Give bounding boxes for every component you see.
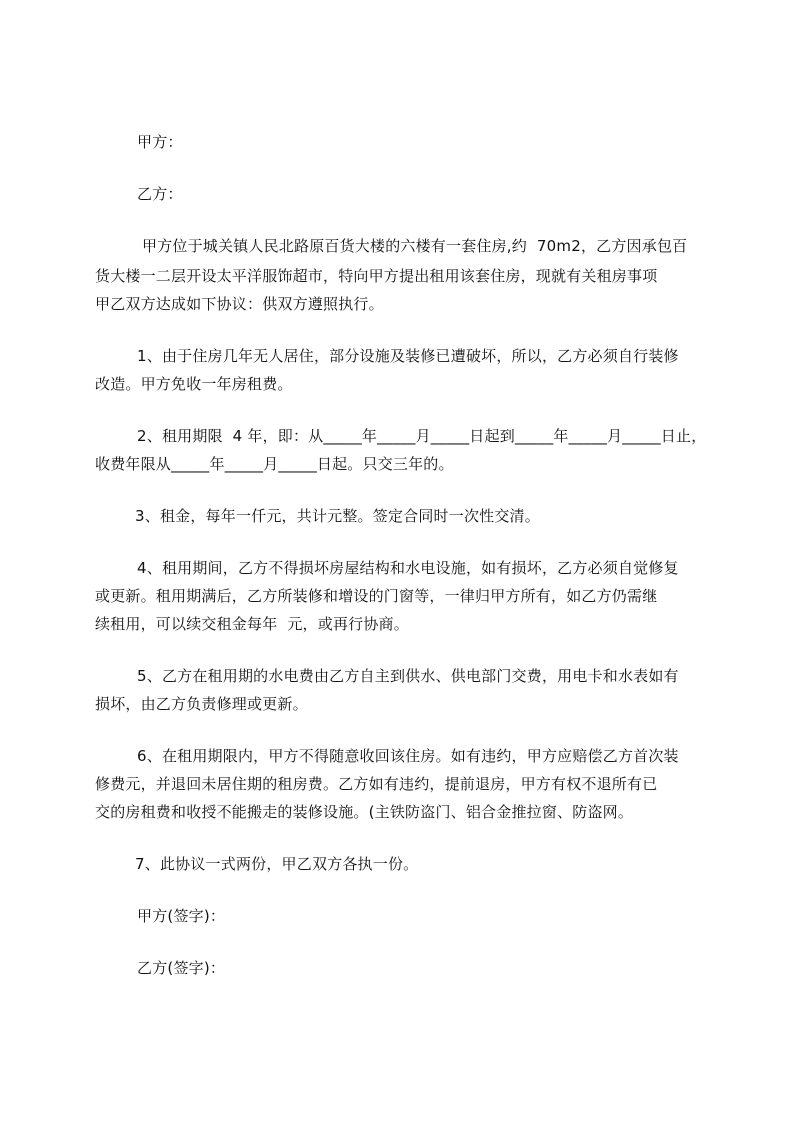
clause-line: 交的房租费和收授不能搬走的装修设施。(主铁防盗门、铝合金推拉窗、防盗网。 xyxy=(95,803,634,821)
party-b-signature-label: 乙方(签字)： xyxy=(137,959,226,977)
party-b-label: 乙方： xyxy=(137,185,183,203)
clause-line: 1、由于住房几年无人居住，部分设施及装修已遭破坏，所以，乙方必须自行装修 xyxy=(137,347,679,365)
clause-line: 4、租用期间，乙方不得损坏房屋结构和水电设施，如有损坏，乙方必须自觉修复 xyxy=(137,559,679,577)
clause-line: 续租用，可以续交租金每年 元，或再行协商。 xyxy=(95,615,409,633)
clause-line: 损坏，由乙方负责修理或更新。 xyxy=(95,695,308,713)
clause-line: 收费年限从_____年_____月_____日起。只交三年的。 xyxy=(95,455,454,473)
clause-line: 5、乙方在租用期的水电费由乙方自主到供水、供电部门交费，用电卡和水表如有 xyxy=(137,667,679,685)
party-a-signature-label: 甲方(签字)： xyxy=(137,907,226,925)
clause-line: 6、在租用期限内，甲方不得随意收回该住房。如有违约，甲方应赔偿乙方首次装 xyxy=(137,747,679,765)
intro-line: 甲方位于城关镇人民北路原百货大楼的六楼有一套住房,约 70m2，乙方因承包百 xyxy=(142,237,688,255)
clause-line: 2、租用期限 4 年，即：从_____年_____月_____日起到_____年_____月_____日止， xyxy=(137,427,707,445)
clause-line: 改造。甲方免收一年房租费。 xyxy=(95,375,293,393)
clause-line: 3、租金，每年一仟元，共计元整。签定合同时一次性交清。 xyxy=(135,507,540,525)
intro-line: 货大楼一二层开设太平洋服饰超市，特向甲方提出租用该套住房，现就有关租房事项 xyxy=(95,267,658,285)
clause-line: 或更新。租用期满后，乙方所装修和增设的门窗等，一律归甲方所有，如乙方仍需继 xyxy=(95,587,658,605)
clause-line: 修费元，并退回未居住期的租房费。乙方如有违约，提前退房，甲方有权不退所有已 xyxy=(95,775,658,793)
intro-line: 甲乙双方达成如下协议：供双方遵照执行。 xyxy=(95,295,384,313)
party-a-label: 甲方： xyxy=(137,133,183,151)
clause-line: 7、此协议一式两份，甲乙双方各执一份。 xyxy=(135,855,419,873)
